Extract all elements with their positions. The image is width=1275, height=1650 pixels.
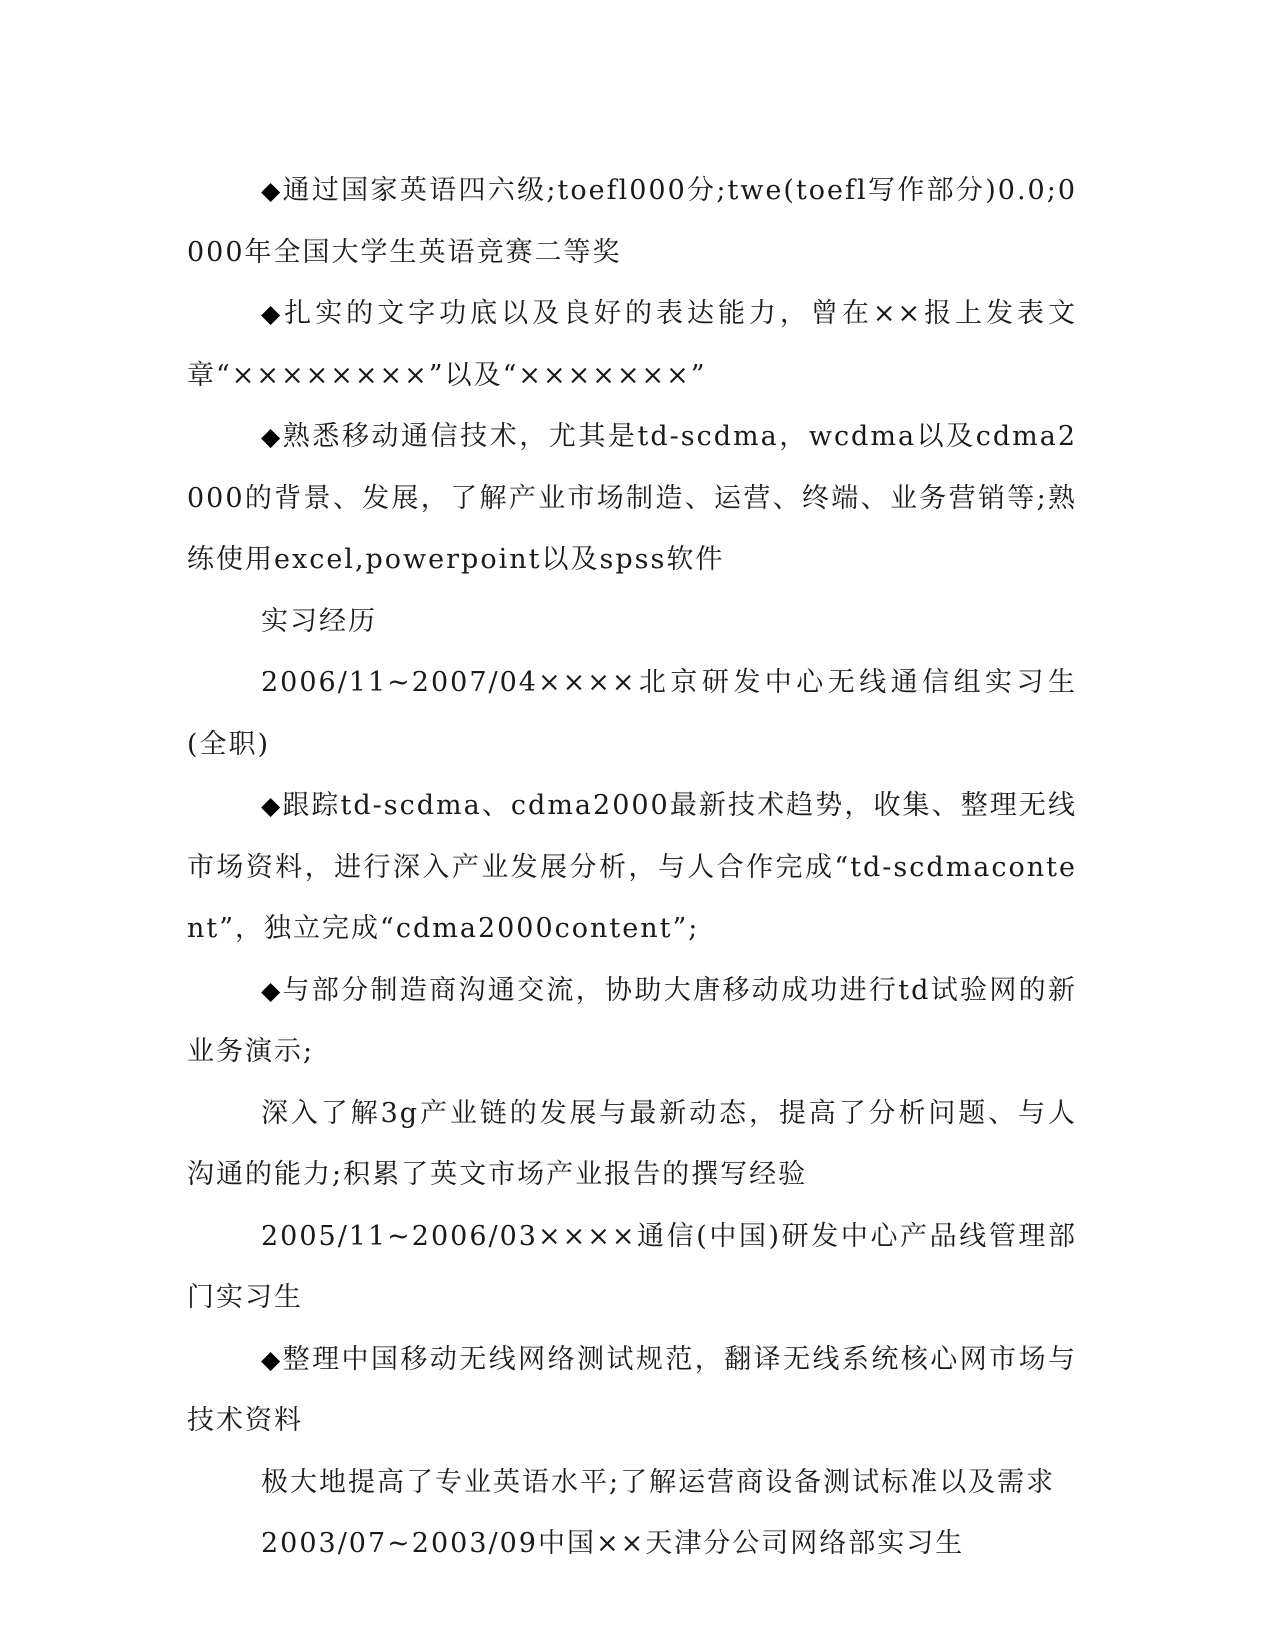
internship-entry-2-outcome [187,1452,1077,1514]
paragraph-text: 2003/07~2003/09中国××天津分公司网络部实习生 [261,1528,965,1559]
paragraph-text: 扎实的文字功底以及良好的表达能力，曾在××报上发表文章“××××××××”以及“×××××××” [187,298,1077,391]
internship-entry-3-title [187,1513,1077,1575]
diamond-bullet-icon: ◆ [261,176,283,205]
paragraph-text: 极大地提高了专业英语水平;了解运营商设备测试标准以及需求 [261,1466,1056,1498]
diamond-bullet-icon: ◆ [261,299,285,328]
diamond-bullet-icon: ◆ [261,791,283,820]
internship-entry-2-title [187,1206,1077,1329]
internship-entry-1-title [187,652,1077,775]
paragraph-text: 与部分制造商沟通交流，协助大唐移动成功进行td试验网的新业务演示; [187,974,1077,1067]
paragraph-text: 跟踪td-scdma、cdma2000最新技术趋势，收集、整理无线市场资料，进行深入产业发展分析，与人合作完成“td-scdmacontent”，独立完成“cdma2000content”; [187,790,1077,944]
diamond-bullet-icon: ◆ [261,1344,283,1374]
paragraph-text: 熟悉移动通信技术，尤其是td-scdma，wcdma以及cdma2000的背景、发展，了解产业市场制造、运营、终端、业务营销等;熟练使用excel,powerpoint以及spss软件 [187,421,1078,575]
paragraph-text: 2006/11~2007/04××××北京研发中心无线通信组实习生(全职) [187,667,1077,760]
paragraph-english-certificates [187,160,1077,283]
internship-entry-1-duty-1 [187,775,1077,960]
paragraph-text: 通过国家英语四六级;toefl000分;twe(toefl写作部分)0.0;0000年全国大学生英语竞赛二等奖 [187,175,1077,268]
paragraph-text: 整理中国移动无线网络测试规范，翻译无线系统核心网市场与技术资料 [187,1343,1078,1436]
section-heading-internship [187,591,1077,653]
diamond-bullet-icon: ◆ [261,975,283,1005]
diamond-bullet-icon: ◆ [261,422,283,451]
section-heading-text: 实习经历 [261,605,377,637]
paragraph-text: 深入了解3g产业链的发展与最新动态，提高了分析问题、与人沟通的能力;积累了英文市场产业报告的撰写经验 [187,1097,1077,1190]
document-body [187,160,1077,1575]
paragraph-writing-skills [187,283,1077,406]
paragraph-text: 2005/11~2006/03××××通信(中国)研发中心产品线管理部门实习生 [187,1220,1077,1313]
internship-entry-2-duty-1 [187,1329,1077,1452]
internship-entry-1-duty-2 [187,960,1077,1083]
paragraph-mobile-tech-skills [187,406,1077,591]
internship-entry-1-outcome [187,1083,1077,1206]
